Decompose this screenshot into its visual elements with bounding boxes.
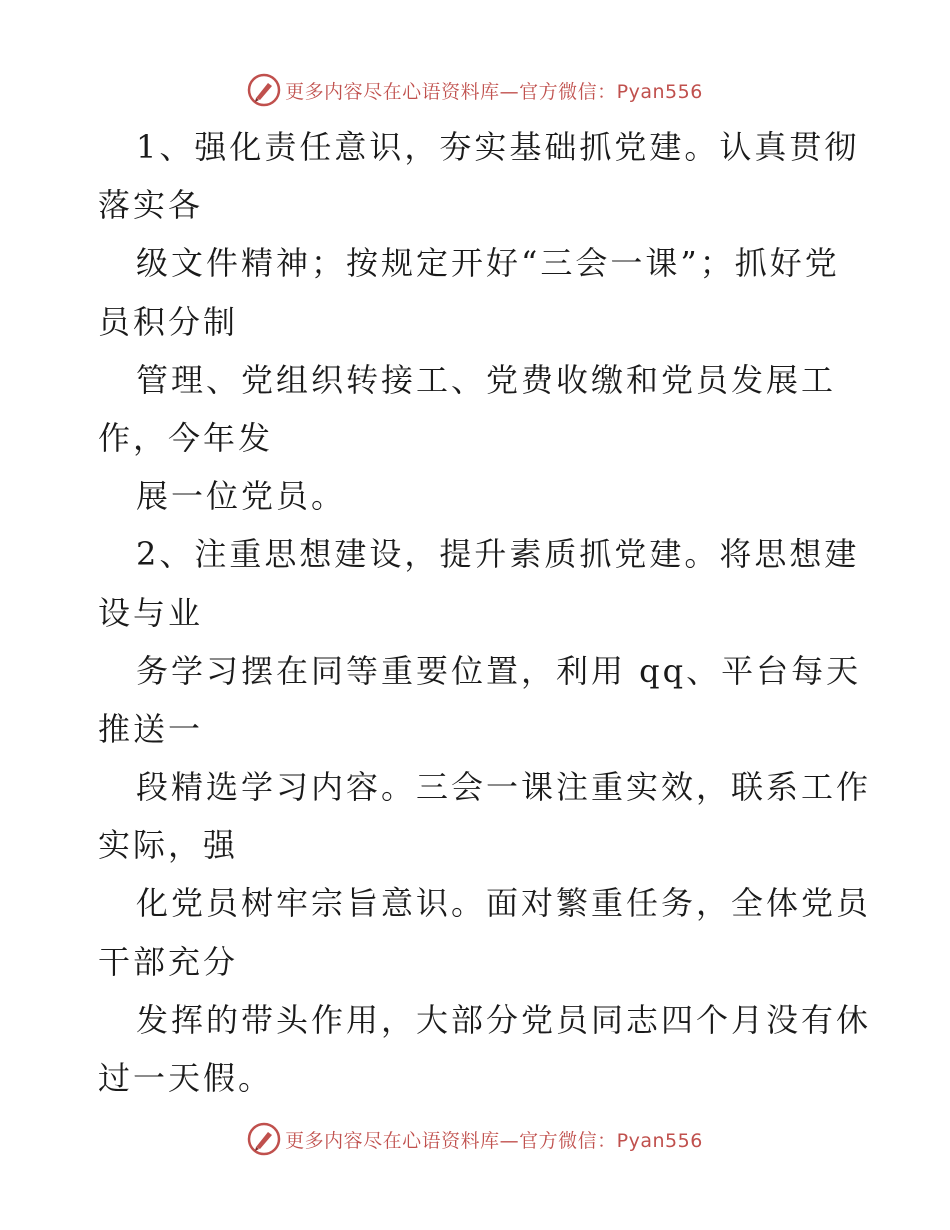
footer-banner	[0, 1119, 950, 1159]
text-line: 员积分制	[98, 302, 239, 341]
text-line: 作，今年发	[98, 418, 274, 457]
text-line: 化党员树牢宗旨意识。面对繁重任务，全体党员	[136, 884, 872, 923]
text-line: 落实各	[98, 186, 204, 225]
text-line: 务学习摆在同等重要位置，利用 qq、平台每天	[136, 651, 862, 690]
text-line: 1、强化责任意识，夯实基础抓党建。认真贯彻	[136, 128, 860, 166]
text-line: 管理、党组织转接工、党费收缴和党员发展工	[136, 360, 837, 399]
text-line: 级文件精神；按规定开好“三会一课”；抓好党	[136, 244, 840, 283]
footer-banner-text: 更多内容尽在心语资料库—官方微信：Pyan556	[285, 1129, 703, 1152]
text-line: 展一位党员。	[136, 477, 347, 516]
pen-logo-icon	[247, 1122, 281, 1156]
text-line: 2、注重思想建设，提升素质抓党建。将思想建	[136, 535, 860, 574]
text-line: 段精选学习内容。三会一课注重实效，联系工作	[136, 768, 872, 807]
text-line: 过一天假。	[98, 1059, 274, 1097]
text-line: 干部充分	[98, 942, 239, 981]
header-banner-text: 更多内容尽在心语资料库—官方微信：Pyan556	[285, 80, 703, 103]
pen-logo-icon	[247, 73, 281, 107]
text-line: 发挥的带头作用，大部分党员同志四个月没有休	[136, 1000, 872, 1039]
text-line: 实际，强	[98, 826, 239, 865]
header-banner	[0, 70, 950, 110]
document-body	[98, 118, 888, 1107]
text-line: 设与业	[98, 593, 204, 632]
text-line: 推送一	[98, 709, 204, 748]
